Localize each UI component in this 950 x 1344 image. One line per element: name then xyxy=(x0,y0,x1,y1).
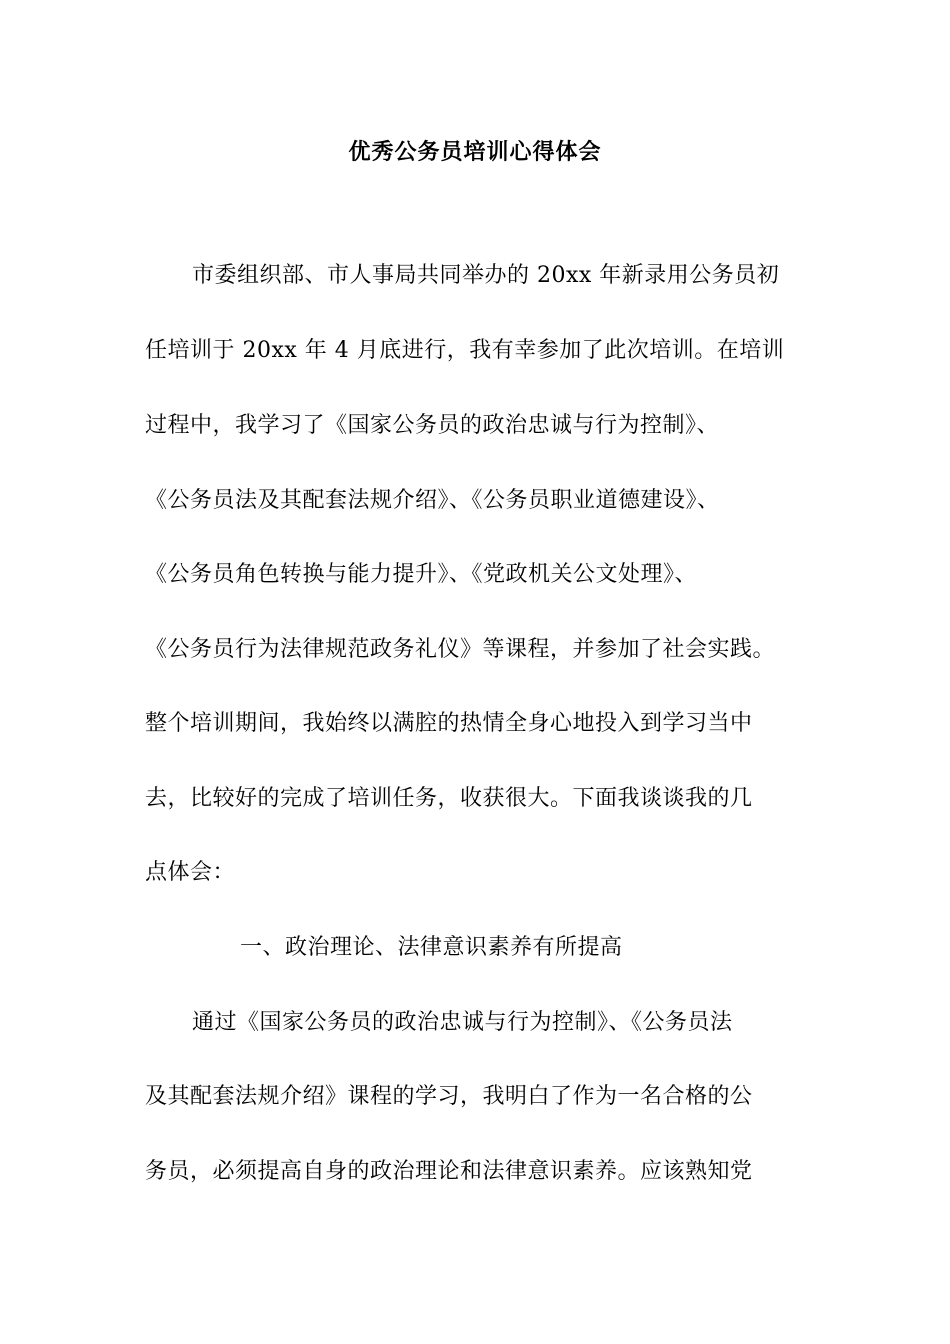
document-title: 优秀公务员培训心得体会 xyxy=(348,140,602,165)
section-heading: 一、政治理论、法律意识素养有所提高 xyxy=(240,935,623,960)
paragraph-line: 《公务员角色转换与能力提升》、《党政机关公文处理》、 xyxy=(145,562,698,587)
paragraph-line: 点体会： xyxy=(145,860,236,885)
paragraph-line: 务员，必须提高自身的政治理论和法律意识素养。应该熟知党 xyxy=(145,1159,753,1184)
paragraph-line: 整个培训期间，我始终以满腔的热情全身心地投入到学习当中 xyxy=(145,711,753,736)
paragraph-line: 去，比较好的完成了培训任务，收获很大。下面我谈谈我的几 xyxy=(145,786,753,811)
paragraph-line: 任培训于 20xx 年 4 月底进行，我有幸参加了此次培训。在培训 xyxy=(145,338,785,363)
paragraph-line: 《公务员法及其配套法规介绍》、《公务员职业道德建设》、 xyxy=(145,488,720,513)
paragraph-line: 市委组织部、市人事局共同举办的 20xx 年新录用公务员初 xyxy=(192,263,780,288)
paragraph-line: 及其配套法规介绍》课程的学习，我明白了作为一名合格的公 xyxy=(145,1084,753,1109)
paragraph-line: 通过《国家公务员的政治忠诚与行为控制》、《公务员法 xyxy=(192,1010,733,1035)
paragraph-line: 过程中，我学习了《国家公务员的政治忠诚与行为控制》、 xyxy=(145,413,720,438)
paragraph-line: 《公务员行为法律规范政务礼仪》等课程，并参加了社会实践。 xyxy=(145,637,776,662)
